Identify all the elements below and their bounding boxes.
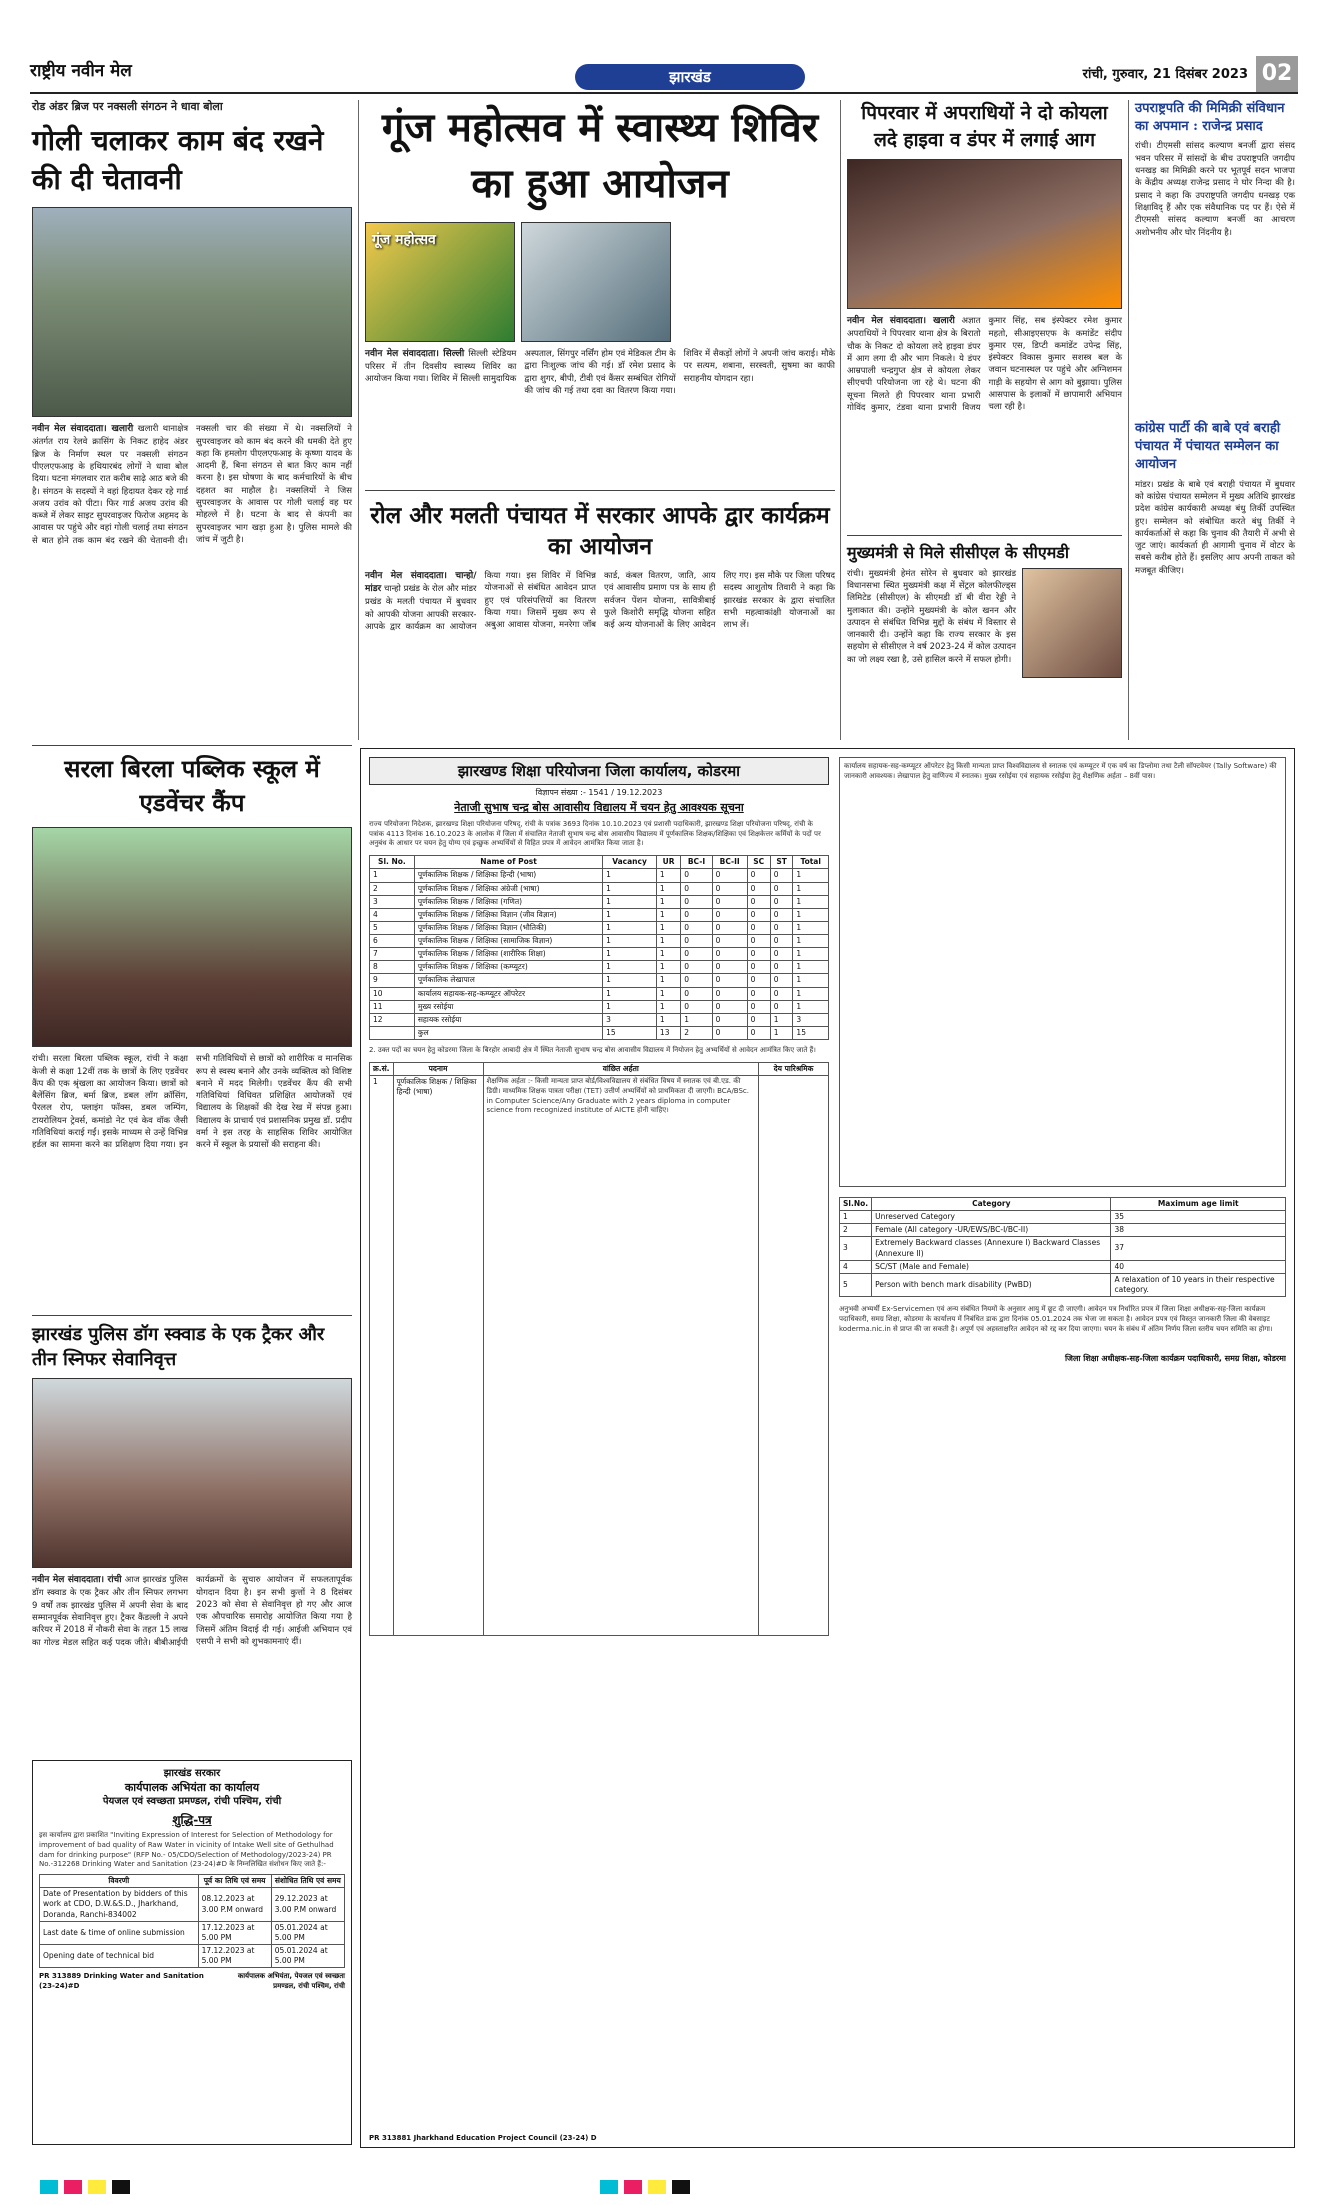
table-row [370, 895, 829, 908]
story-body: रांची। सरला बिरला पब्लिक स्कूल, रांची ने कक्षा केजी से कक्षा 12वीं तक के छात्रों के लिए एडवेंचर कैंप की एक श्रृंखला का आयोजन किया। छात्रों को बैलेंसिंग ब्रिज, बर्मा ब्रिज, डबल लॉग क्रॉसिंग, पैरलल रोप, फ्लाइंग फॉक्स, डबल जम्पिंग, टायरोलियन ट्रेवर्स, कमांडो नेट एवं केव वॉक जैसी गतिविधियां कराई गईं। इसके माध्यम से उन्हें विभिन्न हर्डल का सामना करने का प्रशिक्षण दिया गया। इन सभी गतिविधियों से छात्रों को शारीरिक व मानसिक रूप से स्वस्थ बनाने और उनके व्यक्तित्व को विशिष्ट बनाने में मदद मिलेगी। एडवेंचर कैंप की सभी गतिविधियां विधिवत प्रशिक्षित आयोजकों एवं विद्यालय के शिक्षकों की देख रेख में संपन्न हुआ। विद्यालय के प्राचार्य एवं प्रशासनिक प्रमुख डॉ. प्रदीप वर्मा ने इस तरह के साहसिक शिविर आयोजित करने में स्कूल के प्रयासों की सराहना की। [32, 1054, 352, 1151]
story-photo [847, 159, 1122, 309]
story-photo [1022, 568, 1122, 678]
table-cell: पूर्णकालिक शिक्षक / शिक्षिका विज्ञान (जीव विज्ञान) [414, 908, 602, 921]
table-cell: 0 [712, 895, 747, 908]
table-cell: 1 [603, 895, 657, 908]
table-cell: 1 [603, 1000, 657, 1013]
table-header: संशोधित तिथि एवं समय [271, 1875, 344, 1888]
table-cell: 1 [656, 895, 680, 908]
table-cell: 0 [770, 921, 793, 934]
table-header: वांछित अर्हता [483, 1062, 758, 1075]
table-cell: 0 [770, 948, 793, 961]
story-headline: झारखंड पुलिस डॉग स्क्वाड के एक ट्रैकर और तीन स्निफर सेवानिवृत्त [32, 1324, 325, 1371]
story-body: चान्हो प्रखंड के रोल और मांडर प्रखंड के मलती पंचायत में बुधवार को आपकी योजना आपकी सरकार-आपके द्वार कार्यक्रम का आयोजन किया गया। इस शिविर में विभिन्न योजनाओं से संबंधित आवेदन प्राप्त हुए एवं परिसंपत्तियों का वितरण किया गया। जिसमें मुख्य रूप से अबुआ आवास योजना, मनरेगा जॉब कार्ड, कंबल वितरण, जाति, आय एवं आवासीय प्रमाण पत्र के साथ ही सर्वजन पेंशन योजना, सावित्रीबाई फुले किशोरी समृद्धि योजना सहित कई अन्य योजनाओं के लिए आवेदन लिए गए। इस मौके पर जिला परिषद सदस्य आशुतोष तिवारी ने कहा कि झारखंड सरकार के द्वारा संचालित सभी महत्वाकांक्षी योजनाओं का लाभ लें। [365, 571, 835, 632]
table-cell: 0 [747, 935, 770, 948]
table-cell: 1 [793, 882, 829, 895]
table-header: BC-I [681, 856, 712, 869]
table-row [370, 1000, 829, 1013]
story-headline: उपराष्ट्रपति की मिमिक्री संविधान का अपमान : राजेन्द्र प्रसाद [1135, 101, 1285, 135]
color-registration-bar [40, 2180, 136, 2198]
table-cell: 1 [370, 869, 415, 882]
story-headline: सरला बिरला पब्लिक स्कूल में एडवेंचर कैंप [64, 754, 320, 817]
table-cell: 4 [370, 908, 415, 921]
table-cell: 0 [712, 1000, 747, 1013]
table-row [40, 1944, 345, 1967]
table-cell: Opening date of technical bid [40, 1944, 199, 1967]
table-row [370, 882, 829, 895]
section-divider [847, 535, 1122, 536]
notice-body: इस कार्यालय द्वारा प्रकाशित "Inviting Expression of Interest for Selection of Methodology for improvement of bad quality of Raw Water in vicinity of Intake Well site of Gethulhad dam for drinking purpose" (RFP No.- 05/CDO/Selection of Methodology/2023-24) PR No.-312268 Drinking Water and Sanitation (23-24)#D के निम्नलिखित संशोधन किए जाते हैं:- [39, 1831, 334, 1869]
table-cell: 2 [840, 1224, 872, 1237]
story-photo [365, 222, 515, 342]
table-cell: 0 [712, 921, 747, 934]
story-vp-mimicry [1135, 100, 1295, 239]
table-cell: 0 [712, 869, 747, 882]
table-row [40, 1888, 345, 1921]
table-cell: 05.01.2024 at 5.00 PM [271, 1921, 344, 1944]
table-cell: कुल [414, 1026, 602, 1039]
table-cell: पूर्णकालिक शिक्षक / शिक्षिका हिन्दी (भाषा) [393, 1075, 483, 1635]
notice-office: कार्यपालक अभियंता का कार्यालय [124, 1780, 260, 1794]
table-row [370, 948, 829, 961]
table-cell: SC/ST (Male and Female) [872, 1260, 1111, 1273]
table-cell: 0 [747, 1026, 770, 1039]
table-cell: 1 [793, 948, 829, 961]
table-header: पूर्व का तिथि एवं समय [198, 1875, 271, 1888]
story-body: रांची। टीएमसी सांसद कल्याण बनर्जी द्वारा संसद भवन परिसर में सांसदों के बीच उपराष्ट्रपति जगदीप धनखड़ का मिमिक्री करने पर भूतपूर्व सदन भाजपा के केंद्रीय अध्यक्ष राजेन्द्र प्रसाद ने घोर निन्दा की है। प्रसाद ने कहा कि उपराष्ट्रपति जगदीप धनखड़ एक शिक्षाविद् हैं और एक संवैधानिक पद पर हैं। ऐसे में टीएमसी सांसद कल्याण बनर्जी का आचरण अशोभनीय और घोर निंदनीय है। [1135, 141, 1295, 238]
table-row [840, 1224, 1286, 1237]
notice-title: झारखण्ड शिक्षा परियोजना जिला कार्यालय, कोडरमा [369, 757, 829, 785]
column-divider [840, 100, 841, 740]
table-cell [370, 1026, 415, 1039]
story-byline: नवीन मेल संवाददाता। चान्हो/मांडर [365, 571, 477, 595]
table-cell: Unreserved Category [872, 1211, 1111, 1224]
notice-ref: विज्ञापन संख्या :- 1541 / 19.12.2023 [535, 788, 663, 798]
table-cell: 0 [681, 1000, 712, 1013]
table-cell: 0 [747, 921, 770, 934]
table-cell: A relaxation of 10 years in their respective category. [1111, 1273, 1286, 1296]
story-pipra-fire [847, 100, 1122, 414]
notice-title: शुद्धि-पत्र [172, 1812, 212, 1827]
table-cell: 0 [681, 961, 712, 974]
table-cell: Person with bench mark disability (PwBD) [872, 1273, 1111, 1296]
story-headline: मुख्यमंत्री से मिले सीसीएल के सीएमडी [847, 543, 1069, 562]
story-congress-sammelan [1135, 420, 1295, 577]
table-cell: 1 [770, 1013, 793, 1026]
story-photo-2 [521, 222, 671, 342]
table-header: विवरणी [40, 1875, 199, 1888]
table-cell: 0 [681, 987, 712, 1000]
table-cell: 5 [840, 1273, 872, 1296]
table-cell: 1 [656, 921, 680, 934]
table-row [370, 908, 829, 921]
story-body: रांची। मुख्यमंत्री हेमंत सोरेन से बुधवार को झारखंड विधानसभा स्थित मुख्यमंत्री कक्ष में सेंट्रल कोलफील्ड्स लिमिटेड (सीसीएल) के सीएमडी डॉ बी वीरा रेड्डी ने मुलाकात की। उन्होंने मुख्यमंत्री के कोल खनन और उत्पादन से संबंधित विभिन्न मुद्दों के संबंध में विस्तार से जानकारी दी। उन्होंने कहा कि राज्य सरकार के इस सहयोग से सीसीएल ने वर्ष 2023-24 में कोल उत्पादन का जो लक्ष्य रखा है, उसे हासिल करने में सफल होगी। [847, 568, 1016, 665]
table-cell: 1 [793, 1000, 829, 1013]
table-cell: 0 [770, 882, 793, 895]
table-cell: 1 [603, 882, 657, 895]
story-byline: नवीन मेल संवाददाता। रांची [32, 1575, 122, 1586]
story-kicker: रोड अंडर ब्रिज पर नक्सली संगठन ने धावा बोला [32, 100, 223, 113]
table-cell: 0 [712, 987, 747, 1000]
table-cell: 1 [603, 961, 657, 974]
story-body-top [677, 222, 835, 342]
table-cell: 0 [770, 974, 793, 987]
table-cell: 0 [712, 961, 747, 974]
table-cell: 1 [656, 869, 680, 882]
table-cell [759, 1075, 829, 1635]
table-row [840, 1237, 1286, 1260]
table-cell: 0 [712, 948, 747, 961]
table-cell: Last date & time of online submission [40, 1921, 199, 1944]
table-cell: 0 [747, 974, 770, 987]
section-divider [32, 745, 352, 746]
table-cell: 1 [603, 869, 657, 882]
table-cell: 3 [603, 1013, 657, 1026]
color-registration-bar-2 [600, 2180, 696, 2198]
table-cell: मुख्य रसोईया [414, 1000, 602, 1013]
table-cell: 1 [793, 935, 829, 948]
table-header: Vacancy [603, 856, 657, 869]
table-cell: 0 [712, 882, 747, 895]
table-cell: 0 [747, 1013, 770, 1026]
table-cell: 1 [656, 948, 680, 961]
table-cell: 1 [793, 987, 829, 1000]
story-body: खलारी थानाक्षेत्र अंतर्गत राय रेलवे क्रासिंग के निकट हाहेद अंडर ब्रिज के निर्माण स्थल पर नक्सली संगठन पीएलएफआइ के हथियारबंद लोगों ने धावा बोल दिया। घटना मंगलवार रात करीब साढ़े आठ बजे की है। संगठन के सदस्यों ने वहां हिदायत देकर रहे गार्ड अजय उरांव को पीटा। फिर गार्ड अजय उरांव की कब्जे में लेकर साइट सुपरवाइजर फिरोज अहमद के आवास पर पहुंचे और वहां गोली चलाई तथा संगठन से बात होने तक काम बंद रखने की चेतावनी दी। नक्सली चार की संख्या में थे। नक्सलियों ने सुपरवाइजर को काम बंद करने की धमकी देते हुए कहा कि हमलोग पीएलएफआइ के कृष्णा यादव के आदमी हैं, बिना संगठन से बात किए काम नहीं करना है। इस घोषणा के बाद कर्मचारियों के बीच दहशत का माहौल है। नक्सलियों ने जिस सुपरवाइजर के आवास पर गोली चलाई वह घर मोहल्ले में है। घटना के बाद से कंपनी का सुपरवाइजर भाग खड़ा हुआ है। पुलिस मामले की जांच में जुटी है। [32, 424, 352, 546]
table-row [370, 935, 829, 948]
table-cell: 3 [840, 1237, 872, 1260]
story-headline: रोल और मलती पंचायत में सरकार आपके द्वार कार्यक्रम का आयोजन [370, 502, 830, 561]
table-cell: 37 [1111, 1237, 1286, 1260]
table-cell: 0 [747, 1000, 770, 1013]
section-divider [32, 1315, 352, 1316]
table-cell: 0 [747, 948, 770, 961]
table-row [370, 987, 829, 1000]
notice-intro: राज्य परियोजना निदेशक, झारखण्ड शिक्षा परियोजना परिषद्, रांची के पत्रांक 3693 दिनांक 10.10.2023 एवं प्रशासी पदाधिकारी, झारखण्ड शिक्षा परियोजना परिषद्, रांची के पत्रांक 4113 दिनांक 16.10.2023 के आलोक में जिला में संचालित नेताजी सुभाष चन्द्र बोस आवासीय विद्यालय में पूर्णकालिक शिक्षक/शिक्षिका एवं शिक्षकेत्तर कर्मियों के पदों पर अनुबंध के आधार पर चयन हेतु योग्य एवं इच्छुक अभ्यर्थियों से विहित प्रपत्र में आवेदन आमंत्रित किया जाता है। [369, 819, 821, 848]
table-header: Name of Post [414, 856, 602, 869]
table-row [370, 961, 829, 974]
table-cell: 1 [656, 974, 680, 987]
table-cell: 8 [370, 961, 415, 974]
table-header: पदनाम [393, 1062, 483, 1075]
table-header: Sl.No. [840, 1198, 872, 1211]
notice-signature: जिला शिक्षा अधीक्षक-सह-जिला कार्यक्रम पदाधिकारी, समग्र शिक्षा, कोडरमा [1064, 1354, 1286, 1364]
table-cell: 1 [603, 921, 657, 934]
table-cell: 0 [681, 974, 712, 987]
table-row [370, 921, 829, 934]
table-cell: 0 [770, 869, 793, 882]
dateline: रांची, गुरुवार, 21 दिसंबर 2023 [1082, 67, 1248, 82]
table-row [840, 1260, 1286, 1273]
story-photo [32, 1378, 352, 1568]
photo-banner-text: गूंज महोत्सव [372, 232, 436, 248]
table-cell: 1 [656, 935, 680, 948]
story-byline: नवीन मेल संवाददाता। सिल्ली [365, 349, 465, 359]
story-body: मांडर। प्रखंड के बाबे एवं बराही पंचायत में बुधवार को कांग्रेस पंचायत सम्मेलन में मुख्य अतिथि झारखंड प्रदेश कांग्रेस कार्यकारी अध्यक्ष बंधु तिर्की उपस्थित हुए। सम्मेलन को संबोधित करते बंधु तिर्की ने कार्यकर्ताओं से कहा कि चुनाव की तैयारी में अभी से जुट जाएं। कार्यकर्ता ही आगामी चुनाव में वोटर के सबसे करीब होते हैं। इसलिए आप अपनी ताकत को मजबूत कीजिए। [1135, 479, 1295, 576]
table-cell: 1 [603, 948, 657, 961]
story-headline: गूंज महोत्सव में स्वास्थ्य शिविर का हुआ आयोजन [381, 104, 819, 207]
table-cell: 0 [747, 869, 770, 882]
story-police-threat [32, 100, 352, 547]
story-dog-squad [32, 1322, 352, 1649]
story-cm-ceo [847, 542, 1122, 678]
table-cell: 3 [370, 895, 415, 908]
table-cell: 17.12.2023 at 5.00 PM [198, 1921, 271, 1944]
table-cell: 40 [1111, 1260, 1286, 1273]
story-body: आज झारखंड पुलिस डॉग स्क्वाड के एक ट्रैकर और तीन स्निफर लगभग 9 वर्षों तक झारखंड पुलिस में अपनी सेवा के बाद सम्मानपूर्वक सेवानिवृत्त हुए। ट्रैकर कैंडल्ली ने अपने करियर में 2018 में नौकरी सेवा के तहत 15 लाख का गोल्ड मेडल सहित कई पदक जीते। बीबीआईपी कार्यक्रमों के सुचारु आयोजन में सफलतापूर्वक योगदान दिया है। इन सभी कुत्तों ने 8 दिसंबर 2023 को सेवा से सेवानिवृत्त हो गए और आज एक औपचारिक समारोह आयोजित किया गया है जिसमें अंतिम विदाई दी गई। आईजी अभियान एवं एसपी ने सभी को शुभकामनाएं दीं। [32, 1575, 352, 1648]
education-notice [360, 748, 1295, 2148]
table-row [370, 974, 829, 987]
table-cell: 0 [747, 895, 770, 908]
story-byline: नवीन मेल संवाददाता। खलारी [847, 316, 955, 327]
age-limit-table [839, 1197, 1286, 1297]
table-cell: 1 [840, 1211, 872, 1224]
table-cell: 1 [370, 1075, 394, 1635]
table-cell: 0 [770, 908, 793, 921]
table-cell: 29.12.2023 at 3.00 P.M onward [271, 1888, 344, 1921]
story-panchayat [365, 500, 835, 633]
story-headline: पिपरवार में अपराधियों ने दो कोयला लदे हाइवा व डंपर में लगाई आग [861, 102, 1108, 151]
table-cell: 1 [656, 987, 680, 1000]
qualification-table [369, 1062, 829, 1636]
table-cell: 9 [370, 974, 415, 987]
table-cell: 6 [370, 935, 415, 948]
table-row [40, 1921, 345, 1944]
table-cell: पूर्णकालिक शिक्षक / शिक्षिका अंग्रेजी (भाषा) [414, 882, 602, 895]
table-cell: Date of Presentation by bidders of this work at CDO, D.W.&S.D., Jharkhand, Doranda, Ranchi-834002 [40, 1888, 199, 1921]
table-cell: पूर्णकालिक शिक्षक / शिक्षिका (सामाजिक विज्ञान) [414, 935, 602, 948]
table-header: UR [656, 856, 680, 869]
table-cell: 1 [656, 1000, 680, 1013]
table-cell: 1 [603, 974, 657, 987]
table-cell: 1 [793, 869, 829, 882]
table-cell: 0 [747, 908, 770, 921]
paper-name: राष्ट्रीय नवीन मेल [30, 61, 132, 81]
table-cell: 15 [793, 1026, 829, 1039]
table-cell: 0 [681, 882, 712, 895]
table-cell: 1 [770, 1026, 793, 1039]
notice-terms: अनुभवी अभ्यर्थी Ex-Servicemen एवं अन्य संबंधित नियमों के अनुसार आयु में छूट दी जाएगी। आवेदन पत्र निर्धारित प्रपत्र में जिला शिक्षा अधीक्षक-सह-जिला कार्यक्रम पदाधिकारी, समग्र शिक्षा, कोडरमा के कार्यालय में निबंधित डाक द्वारा दिनांक 05.01.2024 तक भेजा जा सकता है। आवेदन प्रपत्र एवं विस्तृत जानकारी जिला की वेबसाइट koderma.nic.in से प्राप्त की जा सकती है। अपूर्ण एवं अहस्ताक्षरित आवेदन को रद्द कर दिया जाएगा। चयन के संबंध में अंतिम निर्णय जिला स्तरीय चयन समिति का होगा। [839, 1305, 1273, 1333]
table-header: क्र.सं. [370, 1062, 394, 1075]
table-cell: 1 [681, 1013, 712, 1026]
table-cell: 1 [603, 935, 657, 948]
story-birla [32, 752, 352, 1152]
table-header: ST [770, 856, 793, 869]
table-row [370, 869, 829, 882]
table-cell: 2 [681, 1026, 712, 1039]
table-cell: 1 [793, 961, 829, 974]
table-cell: कार्यालय सहायक-सह-कम्प्यूटर ऑपरेटर [414, 987, 602, 1000]
table-cell: पूर्णकालिक शिक्षक / शिक्षिका हिन्दी (भाषा) [414, 869, 602, 882]
table-cell: पूर्णकालिक शिक्षक / शिक्षिका (कम्प्यूटर) [414, 961, 602, 974]
notice-subtitle: नेताजी सुभाष चन्द्र बोस आवासीय विद्यालय में चयन हेतु आवश्यक सूचना [454, 801, 744, 815]
table-cell: 0 [712, 1013, 747, 1026]
table-cell: पूर्णकालिक लेखापाल [414, 974, 602, 987]
table-cell: 35 [1111, 1211, 1286, 1224]
table-cell: 0 [712, 908, 747, 921]
table-cell: सहायक रसोईया [414, 1013, 602, 1026]
table-cell: 0 [681, 895, 712, 908]
table-cell: 1 [793, 974, 829, 987]
table-cell: 7 [370, 948, 415, 961]
story-body: अज्ञात अपराधियों ने पिपरवार थाना क्षेत्र के बिरातो चौक के निकट दो कोयला लदे हाइवा डंपर में आग लगा दी और भाग निकले। ये डंपर आम्रपाली चन्द्रगुप्त क्षेत्र से कोयला लेकर सीएचपी परियोजना जा रहे थे। घटना की सूचना मिलते ही पिपरवार थाना प्रभारी गोविंद कुमार, टंडवा थाना प्रभारी विजय कुमार सिंह, सब इंस्पेक्टर रमेश कुमार महतो, सीआइएसएफ के कमांडेंट संदीप कुमार एस, डिप्टी कमांडेंट उपेन्द्र सिंह, इंस्पेक्टर विकास कुमार सशस्त्र बल के जवान घटनास्थल पर पहुंचे और अग्निशमन गाड़ी के सहयोग से आग को बुझाया। पुलिस आसपास के इलाकों में छापामारी अभियान चला रही है। [847, 316, 1122, 414]
story-byline: नवीन मेल संवाददाता। खलारी [32, 424, 134, 435]
table-cell: 0 [681, 921, 712, 934]
tender-notice [32, 1760, 352, 2145]
table-cell: 0 [770, 935, 793, 948]
table-row [370, 1013, 829, 1026]
table-cell: पूर्णकालिक शिक्षक / शिक्षिका (शारीरिक शिक्षा) [414, 948, 602, 961]
notice-footer-right: कार्यपालक अभियंता, पेयजल एवं स्वच्छता प्रमण्डल, रांची पश्चिम, रांची [237, 1972, 345, 1990]
table-cell: Extremely Backward classes (Annexure I) Backward Classes (Annexure II) [872, 1237, 1111, 1260]
table-cell: 0 [770, 895, 793, 908]
table-cell: 4 [840, 1260, 872, 1273]
table-cell: 1 [656, 908, 680, 921]
table-cell: 2 [370, 882, 415, 895]
table-cell: 0 [770, 961, 793, 974]
table-cell: शैक्षणिक अर्हता :- किसी मान्यता प्राप्त बोर्ड/विश्वविद्यालय से संबंधित विषय में स्नातक एवं बी.एड. की डिग्री। माध्यमिक शिक्षक पात्रता परीक्षा (TET) उत्तीर्ण अभ्यर्थियों को प्राथमिकता दी जाएगी। BCA/BSc. in Computer Science/Any Graduate with 2 years diploma in computer science from recognized institute of AICTE होनी चाहिए। [483, 1075, 758, 1635]
notice-dept: पेयजल एवं स्वच्छता प्रमण्डल, रांची पश्चिम, रांची [102, 1796, 282, 1808]
table-cell: 13 [656, 1026, 680, 1039]
table-cell: 1 [793, 895, 829, 908]
page-number: 02 [1256, 56, 1298, 92]
tender-table [39, 1874, 345, 1968]
table-cell: 1 [656, 882, 680, 895]
table-row [370, 1075, 829, 1635]
table-cell: 1 [793, 921, 829, 934]
table-cell: 12 [370, 1013, 415, 1026]
table-cell: 17.12.2023 at 5.00 PM [198, 1944, 271, 1967]
notice-right-table: कार्यालय सहायक-सह-कम्प्यूटर ऑपरेटर हेतु किसी मान्यता प्राप्त विश्वविद्यालय से स्नातक एवं कम्प्यूटर में एक वर्ष का डिप्लोमा तथा टैली सॉफ्टवेयर (Tally Software) की जानकारी आवश्यक। लेखापाल हेतु वाणिज्य में स्नातक। मुख्य रसोईया एवं सहायक रसोईया हेतु शैक्षणिक अर्हता – 8वीं पास। [839, 757, 1286, 1187]
table-cell: 1 [656, 961, 680, 974]
table-cell: पूर्णकालिक शिक्षक / शिक्षिका (गणित) [414, 895, 602, 908]
table-header: BC-II [712, 856, 747, 869]
story-headline: कांग्रेस पार्टी की बाबे एवं बराही पंचायत में पंचायत सम्मेलन का आयोजन [1135, 421, 1281, 473]
table-cell: 0 [681, 908, 712, 921]
column-divider [358, 100, 359, 740]
table-cell: 0 [681, 935, 712, 948]
table-cell: 0 [681, 869, 712, 882]
table-cell: 1 [656, 1013, 680, 1026]
table-cell: 0 [747, 987, 770, 1000]
table-cell: 0 [712, 935, 747, 948]
table-row [370, 1026, 829, 1039]
table-cell: 1 [603, 987, 657, 1000]
roster-table [369, 855, 829, 1040]
table-cell: 08.12.2023 at 3.00 P.M onward [198, 1888, 271, 1921]
table-header: SC [747, 856, 770, 869]
story-photo [32, 827, 352, 1047]
table-cell: 0 [712, 974, 747, 987]
table-cell: 1 [603, 908, 657, 921]
column-divider [1128, 100, 1129, 740]
table-row [840, 1211, 1286, 1224]
section-divider [365, 490, 835, 491]
table-row [840, 1273, 1286, 1296]
table-cell: 10 [370, 987, 415, 1000]
table-cell: 0 [770, 987, 793, 1000]
story-photo [32, 207, 352, 417]
table-cell: Female (All category -UR/EWS/BC-I/BC-II) [872, 1224, 1111, 1237]
notice-org: झारखंड सरकार [163, 1768, 221, 1779]
story-body: सिल्ली स्टेडियम परिसर में तीन दिवसीय स्वास्थ्य शिविर का आयोजन किया गया। शिविर में सिल्ली सामुदायिक अस्पताल, सिंगपुर नर्सिंग होम एवं मेडिकल टीम के द्वारा निःशुल्क जांच की गई। डॉ रमेश प्रसाद के द्वारा शुगर, बीपी, टीवी एवं कैंसर सम्बंधित रोगियों की जांच की गई तथा दवा का वितरण किया गया। शिविर में सैकड़ों लोगों ने अपनी जांच कराई। मौके पर सत्यम, शबाना, सरस्वती, सुषमा का काफी सराहनीय योगदान रहा। [365, 349, 835, 396]
table-cell: 0 [747, 961, 770, 974]
table-cell: 15 [603, 1026, 657, 1039]
table-cell: 05.01.2024 at 5.00 PM [271, 1944, 344, 1967]
table-cell: पूर्णकालिक शिक्षक / शिक्षिका विज्ञान (भौतिकी) [414, 921, 602, 934]
table-header: देय पारिश्रमिक [759, 1062, 829, 1075]
table-cell: 0 [712, 1026, 747, 1039]
notice-section-2: 2. उक्त पदों का चयन हेतु कोडरमा जिला के बिरहोर आबादी क्षेत्र में स्थित नेताजी सुभाष चन्द्र बोस आवासीय विद्यालय में नियोजन हेतु अभ्यर्थियों से आवेदन आमंत्रित किए जाते हैं। [369, 1046, 816, 1055]
masthead [30, 56, 1298, 94]
section-label: झारखंड [575, 64, 805, 90]
table-cell: 38 [1111, 1224, 1286, 1237]
story-headline: गोली चलाकर काम बंद रखने की दी चेतावनी [32, 123, 324, 197]
story-gunj-mahotsav [365, 100, 835, 397]
table-header: Category [872, 1198, 1111, 1211]
table-cell: 0 [747, 882, 770, 895]
table-cell: 0 [770, 1000, 793, 1013]
table-cell: 5 [370, 921, 415, 934]
table-header: Sl. No. [370, 856, 415, 869]
notice-footer-left: PR 313889 Drinking Water and Sanitation (23-24)#D [39, 1972, 204, 1990]
table-cell: 11 [370, 1000, 415, 1013]
notice-footer: PR 313881 Jharkhand Education Project Council (23-24) D [369, 2133, 597, 2142]
table-cell: 3 [793, 1013, 829, 1026]
table-cell: 0 [681, 948, 712, 961]
table-header: Maximum age limit [1111, 1198, 1286, 1211]
table-header: Total [793, 856, 829, 869]
table-cell: 1 [793, 908, 829, 921]
